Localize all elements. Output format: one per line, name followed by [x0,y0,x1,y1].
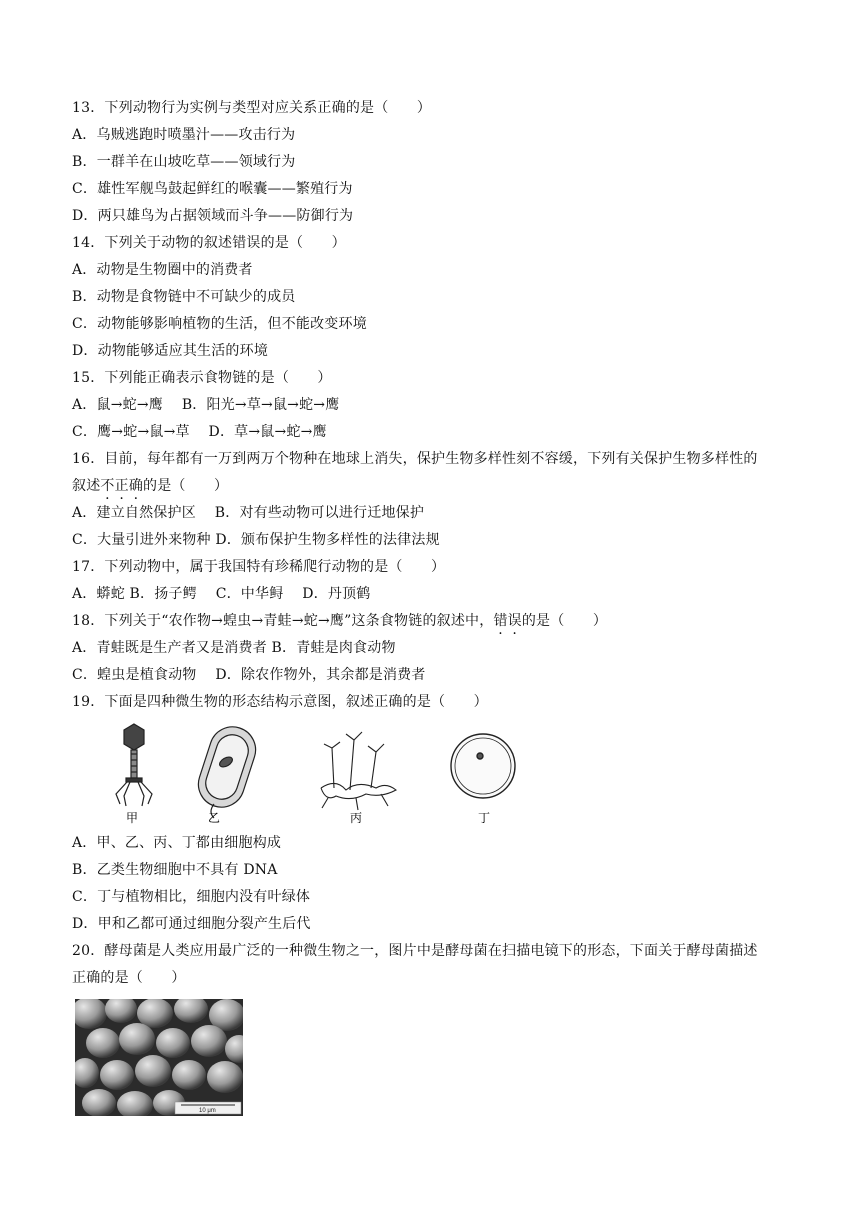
q15-stem: 15．下列能正确表示食物链的是（ ） [72,370,332,386]
yeast-sem-image [75,999,243,1116]
q14-option-d: D．动物能够适应其生活的环境 [72,343,269,359]
emphasis-char: 确 [128,478,144,494]
q18-stem-pre: 18．下列关于“农作物→蝗虫→青蛙→蛇→鹰”这条食物链的叙述中， [72,613,494,629]
label-ding: 丁 [478,811,491,825]
bacteriophage-drawing [116,724,152,806]
q16-stem-post: 的是（ ） [143,478,229,494]
q13-option-b: B．一群羊在山坡吃草——领域行为 [72,154,296,170]
q18-options-cd: C．蝗虫是植食动物 D．除农作物外，其余都是消费者 [72,667,426,683]
q18-stem-post: 的是（ ） [521,613,608,629]
label-bing: 丙 [350,811,363,825]
q16-stem-pre: 叙述 [72,478,101,494]
q18-emphasis [493,613,521,629]
label-yi: 乙 [208,811,221,825]
q15-options-cd: C．鹰→蛇→鼠→草 D．草→鼠→蛇→鹰 [72,424,327,440]
emphasis-char: 不 [100,478,115,494]
q13-option-c: C．雄性军舰鸟鼓起鲜红的喉囊——繁殖行为 [72,181,353,197]
q13-option-d: D．两只雄鸟为占据领域而斗争——防御行为 [72,208,354,224]
q16-stem-line1: 16．目前，每年都有一万到两万个物种在地球上消失，保护生物多样性刻不容缓，下列有关保护生物多样性的 [72,451,758,467]
q19-option-b: B．乙类生物细胞中不具有 DNA [72,862,278,878]
q16-options-ab: A．建立自然保护区 B．对有些动物可以进行迁地保护 [72,505,425,521]
scale-bar-label: 10 μm [199,1108,216,1114]
q19-option-c: C．丁与植物相比，细胞内没有叶绿体 [72,889,311,905]
q13-option-a: A．乌贼逃跑时喷墨汁——攻击行为 [72,127,296,143]
q16-emphasis [100,478,143,494]
q14-option-b: B．动物是食物链中不可缺少的成员 [72,289,296,305]
emphasis-char: 错 [493,613,508,629]
q14-option-a: A．动物是生物圈中的消费者 [72,262,253,278]
emphasis-char: 正 [114,478,129,494]
q13-stem: 13．下列动物行为实例与类型对应关系正确的是（ ） [72,100,432,116]
label-jia: 甲 [126,811,139,825]
q18-options-ab: A．青蛙既是生产者又是消费者 B．青蛙是肉食动物 [72,640,396,656]
q18-stem [72,612,607,630]
q19-stem: 19．下面是四种微生物的形态结构示意图，叙述正确的是（ ） [72,694,488,710]
q20-stem-line1: 20．酵母菌是人类应用最广泛的一种微生物之一，图片中是酵母菌在扫描电镜下的形态，下面关于酵母菌描述 [72,943,758,959]
q15-options-ab: A．鼠→蛇→鹰 B．阳光→草→鼠→蛇→鹰 [72,397,340,413]
q20-stem-line2: 正确的是（ ） [72,970,186,986]
yeast-cell-drawing [451,734,515,798]
bacterium-drawing [192,721,261,818]
q14-option-c: C．动物能够影响植物的生活，但不能改变环境 [72,316,367,332]
q19-option-d: D．甲和乙都可通过细胞分裂产生后代 [72,916,311,932]
q16-stem-line2 [72,477,228,495]
q17-options: A．蟒蛇 B．扬子鳄 C．中华鲟 D．丹顶鹤 [72,586,371,602]
q14-stem: 14．下列关于动物的叙述错误的是（ ） [72,235,346,251]
q17-stem: 17．下列动物中，属于我国特有珍稀爬行动物的是（ ） [72,559,446,575]
mold-drawing [321,732,396,810]
microorganism-figure [96,718,516,828]
q19-option-a: A．甲、乙、丙、丁都由细胞构成 [72,835,282,851]
emphasis-char: 误 [507,613,522,629]
q16-options-cd: C．大量引进外来物种 D．颁布保护生物多样性的法律法规 [72,532,440,548]
